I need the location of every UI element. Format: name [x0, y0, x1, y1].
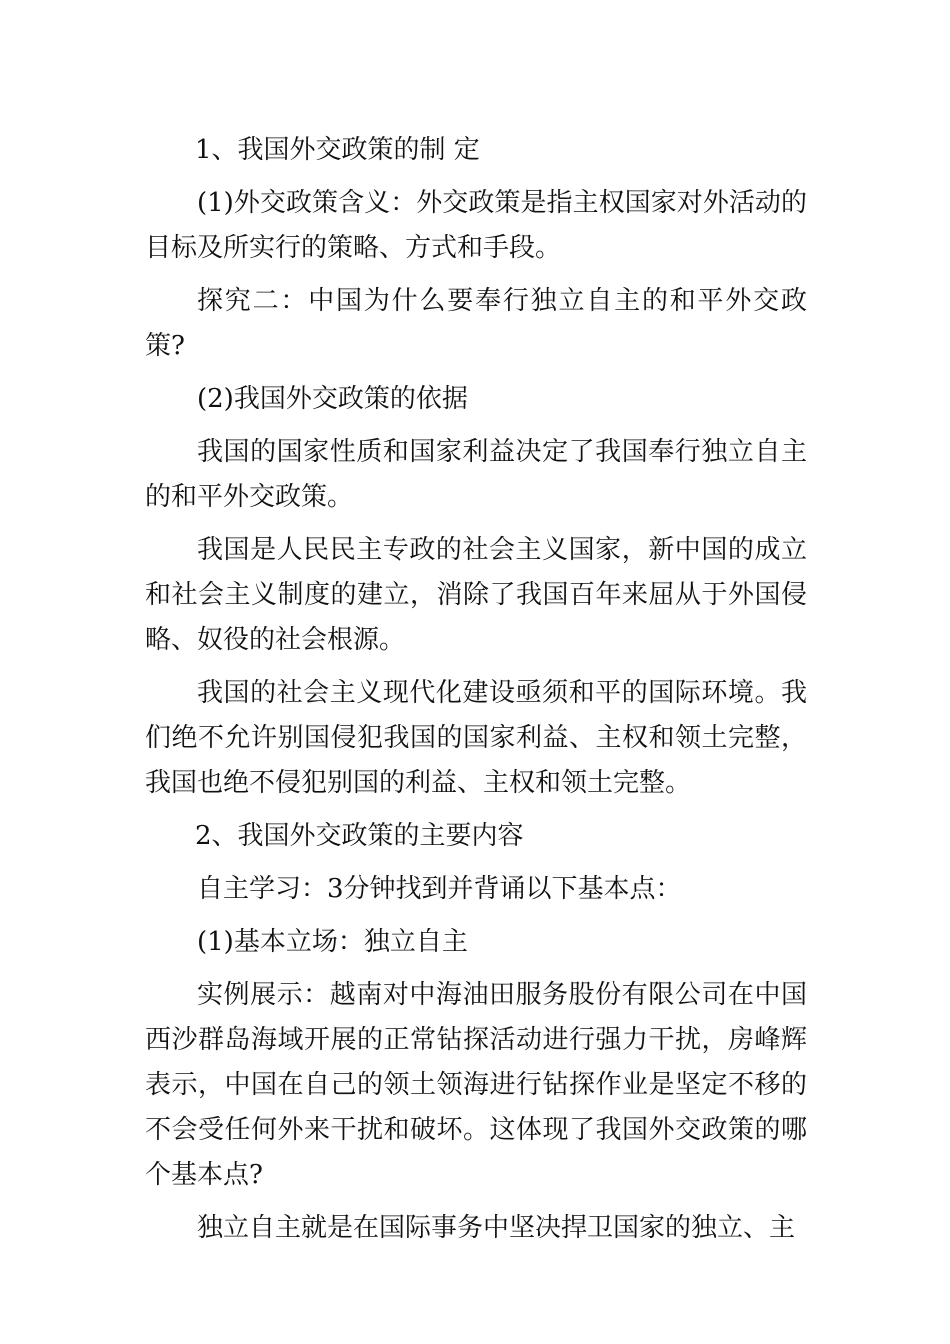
paragraph-state-nature: 我国的国家性质和国家利益决定了我国奉行独立自主的和平外交政策。 — [145, 437, 807, 512]
subheading-basis: (2)我国外交政策的依据 — [197, 384, 468, 414]
paragraph-inquiry-2: 探究二：中国为什么要奉行独立自主的和平外交政策? — [145, 286, 807, 361]
paragraph-people-democracy: 我国是人民民主专政的社会主义国家，新中国的成立和社会主义制度的建立，消除了我国百年来屈从于外国侵略、奴役的社会根源。 — [145, 535, 807, 655]
paragraph-definition: (1)外交政策含义：外交政策是指主权国家对外活动的目标及所实行的策略、方式和手段。 — [145, 188, 807, 263]
paragraph-independence: 独立自主就是在国际事务中坚决捍卫国家的独立、主 — [197, 1213, 796, 1243]
paragraph-peaceful-environment: 我国的社会主义现代化建设亟须和平的国际环境。我们绝不允许别国侵犯我国的国家利益、主权和领土完整，我国也绝不侵犯别国的利益、主权和领土完整。 — [145, 678, 807, 798]
paragraph-example: 实例展示：越南对中海油田服务股份有限公司在中国西沙群岛海域开展的正常钻探活动进行强力干扰，房峰辉表示，中国在自己的领土领海进行钻探作业是坚定不移的不会受任何外来干扰和破坏。这体现了我国外交政策的哪个基本点? — [145, 980, 807, 1190]
paragraph-self-study: 自主学习：3分钟找到并背诵以下基本点： — [197, 874, 682, 904]
section-heading-1: 1、我国外交政策的制 定 — [195, 135, 480, 165]
document-body — [145, 128, 807, 1259]
section-heading-2: 2、我国外交政策的主要内容 — [195, 821, 524, 851]
subheading-basic-position: (1)基本立场：独立自主 — [197, 927, 468, 957]
